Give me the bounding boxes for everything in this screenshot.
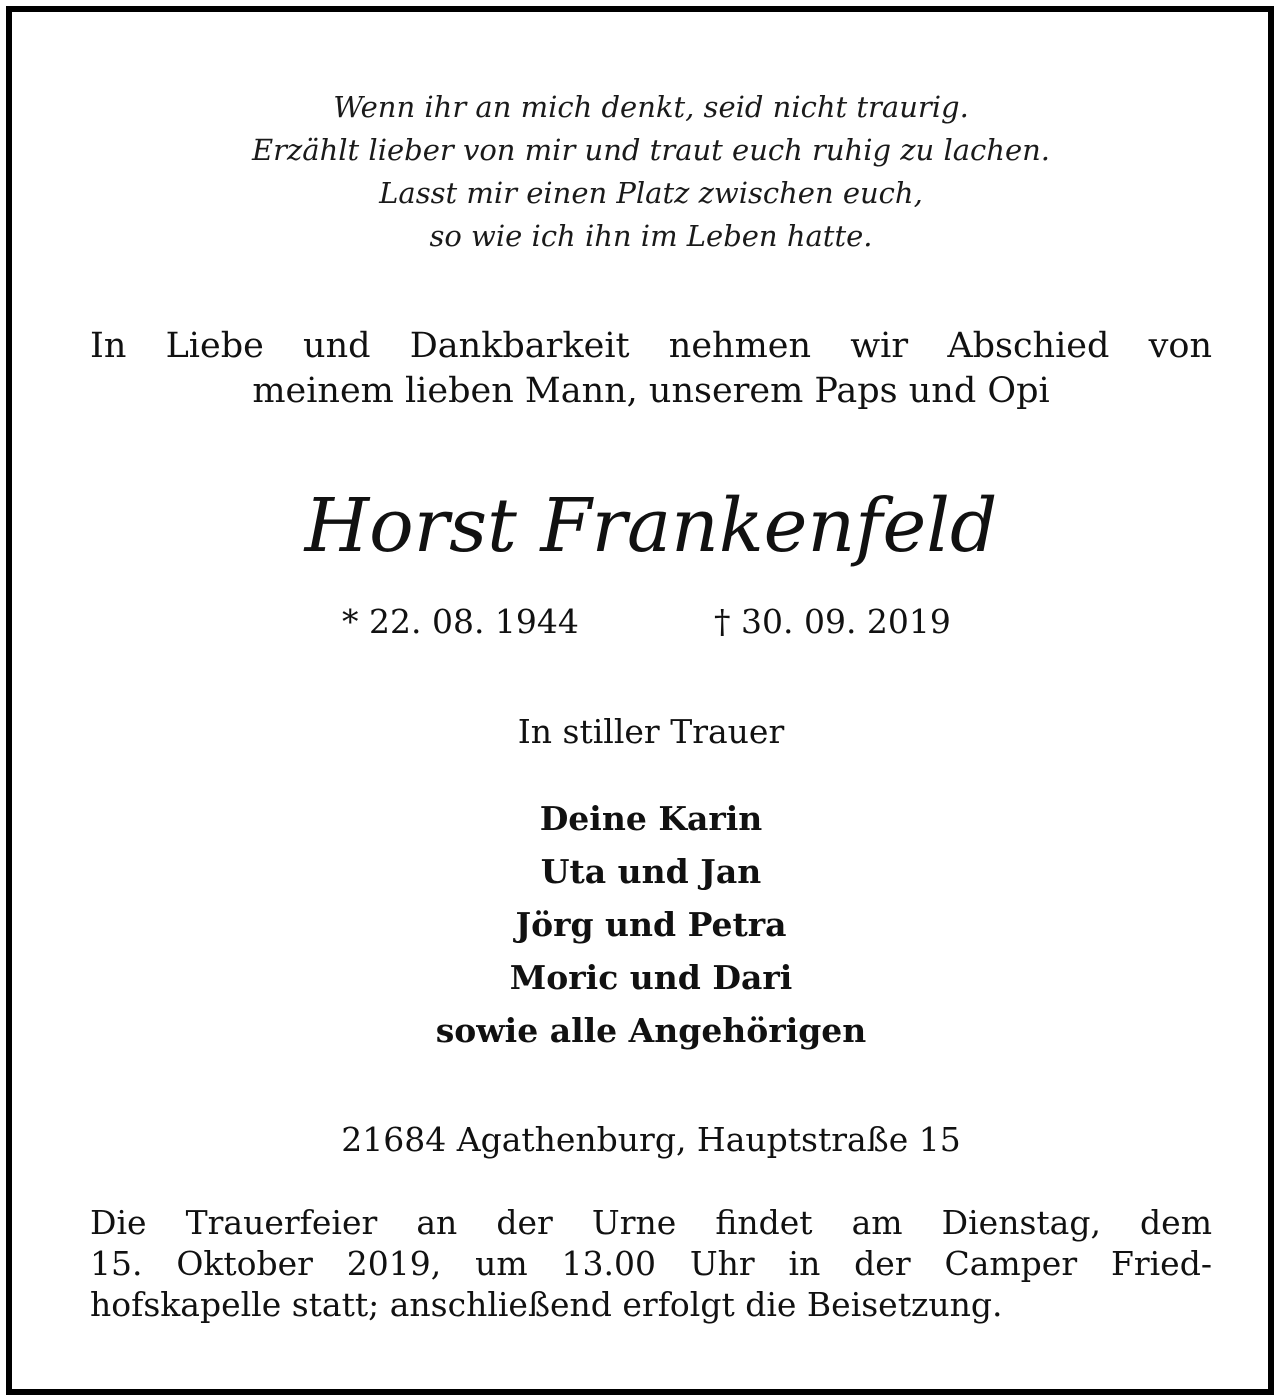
- family-list: [90, 792, 1212, 1057]
- family-member: Moric und Dari: [509, 958, 793, 997]
- poem-line: Wenn ihr an mich denkt, seid nicht traurig.: [333, 90, 969, 124]
- poem-block: [90, 86, 1212, 258]
- service-line: 15. Oktober 2019, um 13.00 Uhr in der Camper Fried-: [90, 1244, 1212, 1283]
- service-line: hofskapelle statt; anschließend erfolgt die Beisetzung.: [90, 1285, 1003, 1324]
- intro-line: In Liebe und Dankbarkeit nehmen wir Abschied von: [90, 326, 1212, 366]
- poem-line: so wie ich ihn im Leben hatte.: [429, 219, 873, 253]
- death-date: † 30. 09. 2019: [714, 602, 951, 641]
- service-notice: [90, 1202, 1212, 1325]
- service-line: Die Trauerfeier an der Urne findet am Dienstag, dem: [90, 1203, 1212, 1242]
- family-member: Uta und Jan: [540, 852, 762, 891]
- intro-block: [90, 324, 1212, 414]
- poem-line: Lasst mir einen Platz zwischen euch,: [379, 176, 923, 210]
- family-member: sowie alle Angehörigen: [435, 1011, 867, 1050]
- family-member: Deine Karin: [539, 799, 763, 838]
- poem-line: Erzählt lieber von mir und traut euch ruhig zu lachen.: [252, 133, 1050, 167]
- birth-date: * 22. 08. 1944: [342, 602, 579, 641]
- family-member: Jörg und Petra: [515, 905, 787, 944]
- deceased-name: Horst Frankenfeld: [304, 483, 998, 569]
- intro-line: meinem lieben Mann, unserem Paps und Opi: [252, 371, 1050, 411]
- obituary-frame: [6, 6, 1274, 1395]
- address: 21684 Agathenburg, Hauptstraße 15: [341, 1120, 961, 1159]
- mourning-line: In stiller Trauer: [517, 712, 785, 751]
